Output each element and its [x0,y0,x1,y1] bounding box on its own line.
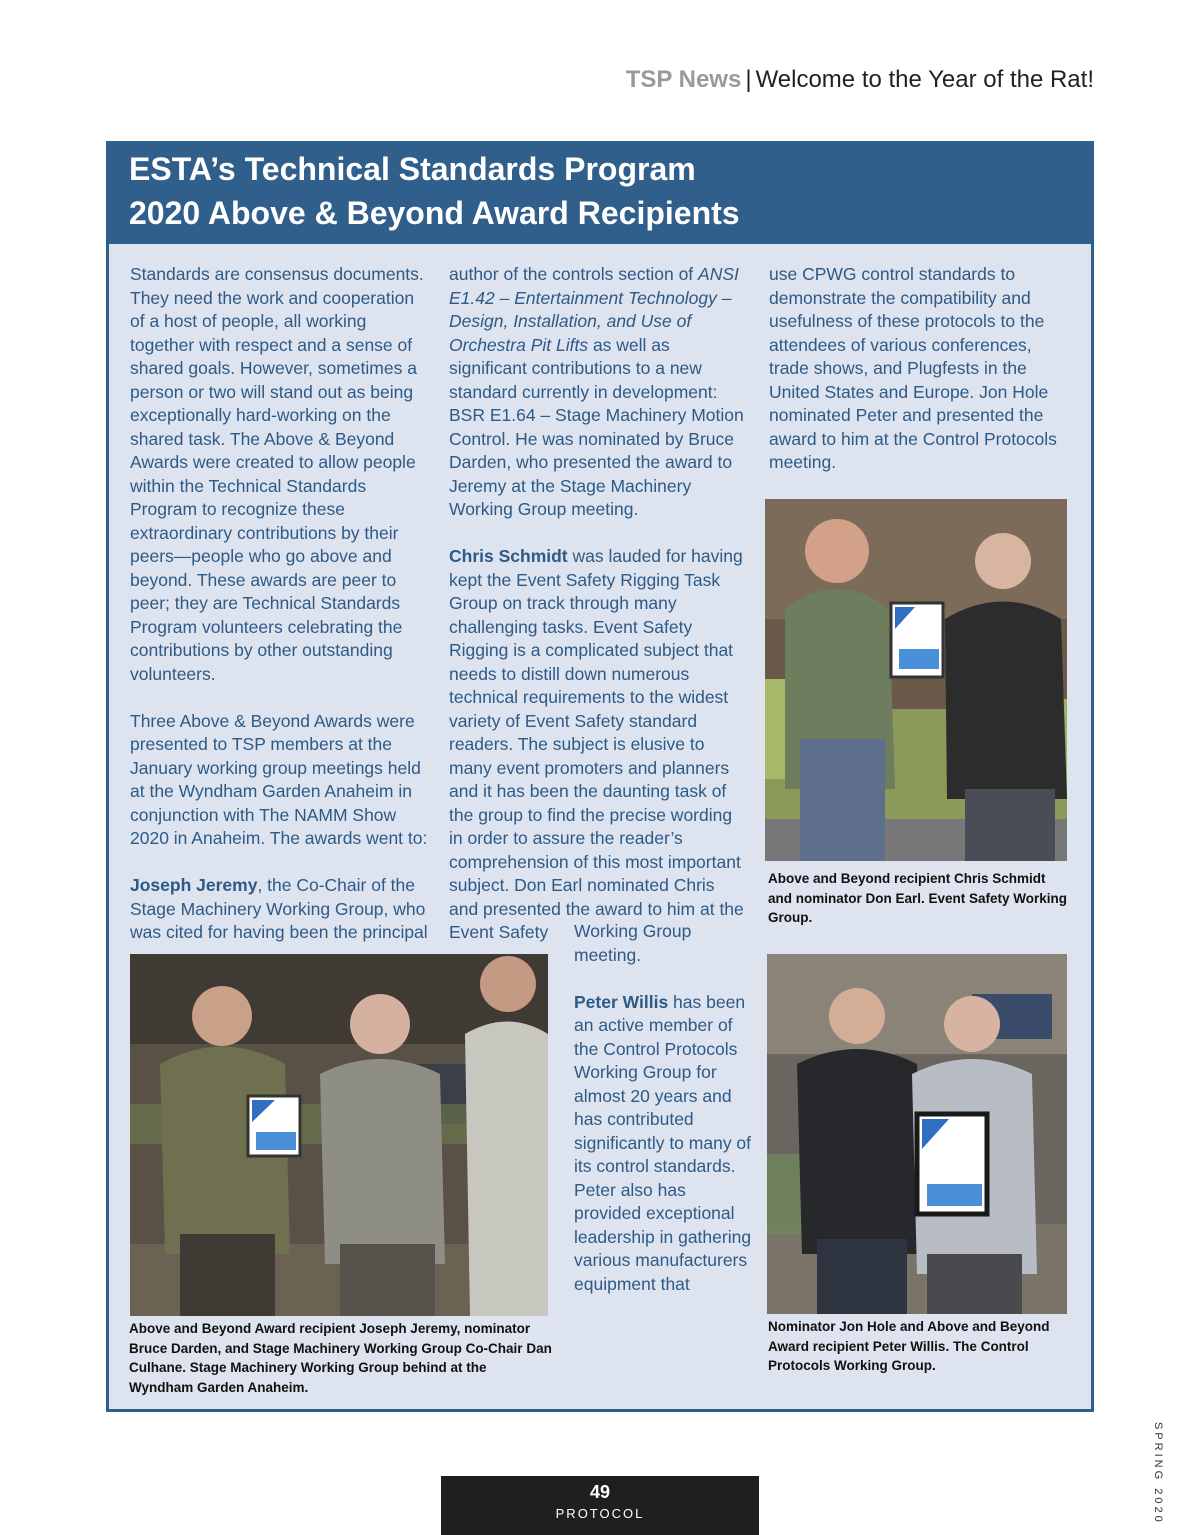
standard-title-italic: ANSI E1.42 – Entertainment Technology – Design, Installation, and Use of Orchestra Pit Lifts [449,264,739,355]
column-3 [769,263,1069,498]
jeremy-continued-b: as well as significant contributions to a new standard currently in development: BSR E1.64 – Stage Machinery Motion Control. He was nominated by Bruce Darden, who presented the award to Jeremy at the Stage Machinery Working Group meeting. [449,334,744,519]
header-title: Welcome to the Year of the Rat! [755,66,1094,93]
column-1 [130,263,430,945]
willis-paragraph [574,991,754,1297]
jeremy-paragraph [130,874,430,945]
issue-side-label [1148,1422,1168,1525]
jeremy-continued-paragraph [449,263,747,522]
publication-name: PROTOCOL [555,1506,645,1521]
page-header [626,66,1094,100]
caption-willis: Nominator Jon Hole and Above and Beyond Award recipient Peter Willis. The Control Protocols Working Group. [768,1319,1050,1373]
page-number: 49 [589,1482,611,1502]
column-2 [449,263,747,945]
header-separator: | [745,66,752,93]
section-brand: TSP News [625,66,742,93]
caption-jeremy: Above and Beyond Award recipient Joseph Jeremy, nominator Bruce Darden, and Stage Machinery Working Group Co-Chair Dan Culhane. Stage Machinery Working Group behind at the Wyndham Garden Anaheim. [129,1321,552,1395]
photo-willis [767,954,1067,1314]
photo-schmidt [765,499,1067,861]
caption-schmidt: Above and Beyond recipient Chris Schmidt and nominator Don Earl. Event Safety Working Group. [768,871,1068,925]
willis-continued-paragraph: use CPWG control standards to demonstrate the compatibility and usefulness of these protocols to the attendees of various conferences, trade shows, and Plugfests in the United States and Europe. Jon Hole nominated Peter and presented the award to him at the Control Protocols meeting. [769,264,1057,472]
jeremy-continued-a: author of the controls section of [449,264,699,284]
recipient-name-willis: Peter Willis [574,991,669,1012]
recipient-name-schmidt: Chris Schmidt [449,546,568,566]
recipient-name-jeremy: Joseph Jeremy [130,875,258,895]
willis-text: has been an active member of the Control Protocols Working Group for almost 20 years and has contributed significantly to many of its control standards. Peter also has provided exceptional leadership in gathering various manufacturers equipment that [574,991,752,1294]
issue-season: SPRING 2020 [1152,1422,1164,1525]
jeremy-text: , the Co-Chair of the Stage Machinery Working Group, who was cited for having been the principal [130,875,428,942]
schmidt-paragraph [449,545,747,945]
page-footer [441,1476,759,1535]
article-title-line-2: 2020 Above & Beyond Award Recipients [129,195,740,231]
schmidt-continued: Working Group meeting. [574,921,692,965]
article-title-line-1: ESTA’s Technical Standards Program [129,151,696,187]
article-box [106,141,1094,1412]
photo-jeremy [130,954,548,1316]
article-title-bar [109,144,1091,244]
column-2-continued [574,920,754,1296]
intro-paragraph: Standards are consensus documents. They need the work and cooperation of a host of people, all working together with respect and a sense of shared goals. However, sometimes a person or two will stand out as being exceptionally hard-working on the shared task. The Above & Beyond Awards were created to allow people within the Technical Standards Program to recognize these extraordinary contributions by their peers—people who go above and beyond. These awards are peer to peer; they are Technical Standards Program volunteers celebrating the contributions by other outstanding volunteers. [130,264,424,684]
schmidt-text: was lauded for having kept the Event Safety Rigging Task Group on track through many challenging tasks. Event Safety Rigging is a complicated subject that needs to distill down numerous technical requirements to the widest variety of Event Safety standard readers. The subject is elusive to many event promoters and planners and it has been the daunting task of the group to find the precise wording in order to assure the reader’s comprehension of this most important subject. Don Earl nominated Chris and presented the award to him at the Event Safety [449,546,744,942]
awards-paragraph: Three Above & Beyond Awards were presented to TSP members at the January working group meetings held at the Wyndham Garden Anaheim in conjunction with The NAMM Show 2020 in Anaheim. The awards went to: [130,710,428,848]
